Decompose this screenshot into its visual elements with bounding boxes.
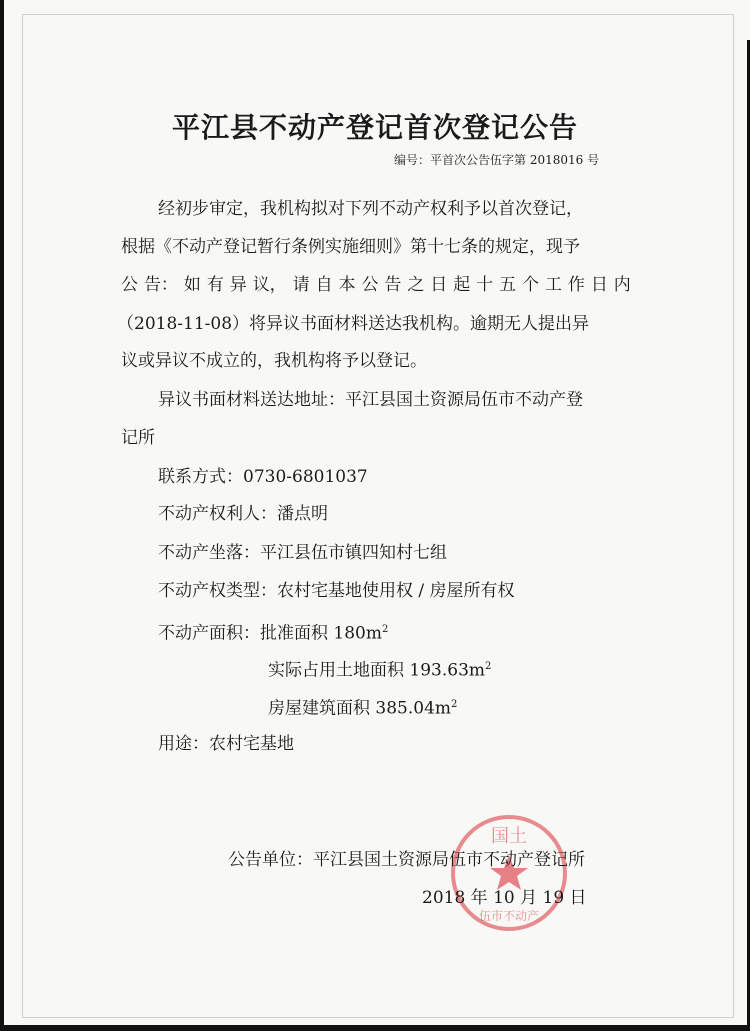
scan-edge-bottom — [0, 1025, 750, 1031]
area-label: 不动产面积： — [158, 623, 260, 644]
justified-char: 起 — [453, 275, 471, 295]
justified-char: 五 — [499, 275, 517, 295]
justified-char: 本 — [338, 275, 356, 295]
justified-char: 自 — [315, 275, 333, 295]
justified-char: 请 — [292, 275, 310, 295]
right-type-field: 不动产权类型：农村宅基地使用权 / 房屋所有权 — [158, 581, 515, 601]
justified-char: 之 — [407, 275, 425, 295]
document-number: 编号：平首次公告伍字第 2018016 号 — [394, 153, 600, 167]
area-approved: 批准面积 180m — [260, 623, 382, 644]
body-line: 议或异议不成立的，我机构将予以登记。 — [121, 351, 427, 371]
usage-field: 用途：农村宅基地 — [158, 734, 294, 754]
justified-char: 有 — [206, 275, 224, 295]
official-seal — [448, 812, 570, 934]
body-line: 经初步审定，我机构拟对下列不动产权利予以首次登记， — [158, 199, 583, 219]
seal-text-top: 国土 — [491, 826, 527, 847]
address-line: 异议书面材料送达地址：平江县国土资源局伍市不动产登 — [158, 390, 583, 410]
owner-field: 不动产权利人：潘点明 — [158, 504, 328, 524]
justified-char: 工 — [544, 275, 562, 295]
location-field: 不动产坐落：平江县伍市镇四知村七组 — [158, 543, 447, 563]
justified-char: 公 — [361, 275, 379, 295]
date-line: 2018 年 10 月 19 日 — [422, 888, 587, 908]
address-line: 记所 — [121, 428, 155, 448]
justified-char: 告 — [384, 275, 402, 295]
page-title: 平江县不动产登记首次登记公告 — [171, 111, 578, 144]
justified-char: 如 — [183, 275, 201, 295]
area-building: 房屋建筑面积 $385.04m^2$ — [268, 698, 458, 719]
area-field — [158, 619, 388, 645]
body-line: 根据《不动产登记暂行条例实施细则》第十七条的规定，现予 — [121, 237, 580, 257]
body-line: （2018-11-08）将异议书面材料送达我机构。逾期无人提出异 — [117, 314, 590, 334]
justified-char: 公 — [121, 275, 138, 295]
contact-field: 联系方式：0730-6801037 — [158, 467, 368, 487]
scan-edge-left — [0, 0, 4, 1031]
justified-char: 十 — [476, 275, 494, 295]
issuer-line: 公告单位：平江县国土资源局伍市不动产登记所 — [228, 850, 585, 870]
justified-char: 告： — [143, 275, 178, 295]
justified-char: 内 — [613, 275, 631, 295]
area-actual: 实际占用土地面积 $193.63m^2$ — [268, 660, 492, 681]
seal-text-bottom: 伍市不动产 — [478, 909, 540, 923]
justified-char: 作 — [567, 275, 585, 295]
justified-char: 日 — [590, 275, 608, 295]
justified-char: 个 — [522, 275, 539, 295]
justified-char: 议， — [252, 275, 287, 295]
justified-char: 异 — [229, 275, 247, 295]
body-line-justified — [121, 274, 631, 296]
area-unit-sup: 2 — [381, 624, 389, 635]
justified-char: 日 — [430, 275, 448, 295]
